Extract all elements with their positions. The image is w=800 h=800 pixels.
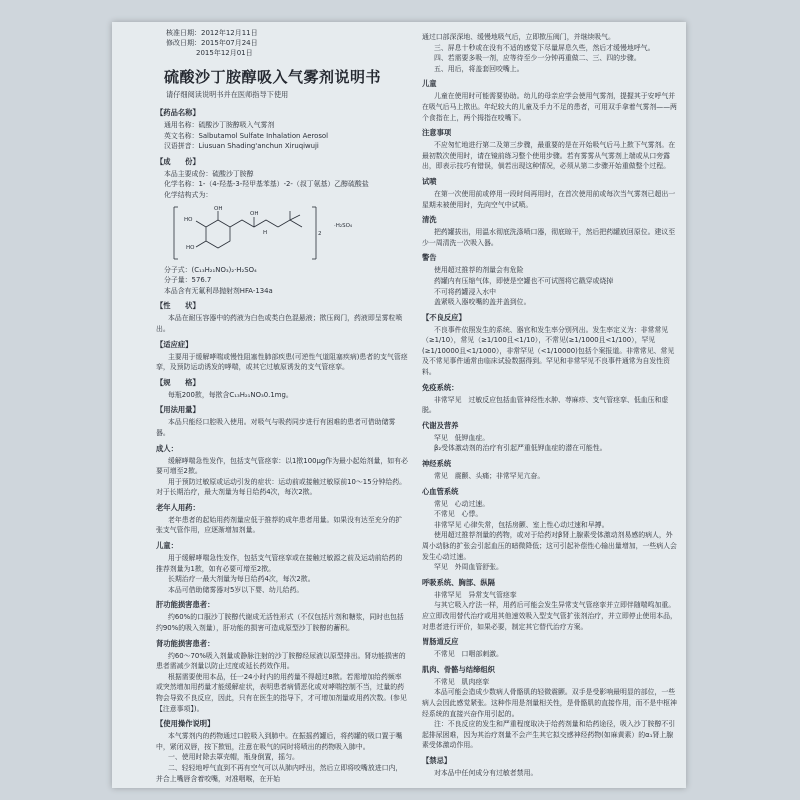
child-heading: 儿童： <box>156 541 178 551</box>
howto-intro: 本气雾剂内的药物通过口腔吸入到肺中。在振摇药罐后，将药罐的吸口置于嘴中，紧闭双唇，按下揿钮，注意在吸气的同时将喷出的药物吸入肺中。 <box>156 732 403 751</box>
approval-date: 核准日期：2012年12月11日 <box>166 29 258 37</box>
liver-heading: 肝功能损害患者： <box>156 600 215 610</box>
svg-text:OH: OH <box>214 205 223 212</box>
cautions-text: 不应匆忙地进行第二及第三步骤，最重要的是在开始吸气后马上揿下气雾剂。在最初数次使用时，请在镜前练习整个使用步骤。若有雾雾从气雾剂上端或从口旁露出，即表示技巧有错误，倘若出现这种情况，必须从第二步骤开始重做整个过程。 <box>422 141 676 171</box>
respiratory-heading: 呼吸系统、胸部、纵隔 <box>422 577 495 587</box>
cautions-heading: 注意事项 <box>422 128 452 138</box>
document-subtitle: 请仔细阅读说明书并在医师指导下使用 <box>166 90 289 99</box>
gi-text: 不常见 口咽部刺激。 <box>434 650 503 659</box>
document-title: 硫酸沙丁胺醇吸入气雾剂说明书 <box>164 68 382 86</box>
revision-date-2: 2015年12月01日 <box>196 49 253 57</box>
molecular-formula: 分子式：(C₁₃H₂₁NO₃)₂·H₂SO₄ <box>164 265 257 274</box>
howto-step-4: 四、若需要多吸一剂，应等待至少一分钟再重做二、三、四的步骤。 <box>434 54 641 63</box>
section-heading-howto: 【使用操作说明】 <box>156 719 215 729</box>
muscle-text-1: 不常见 肌肉痉挛 <box>434 677 490 686</box>
warning-4: 盖紧吸入器咬嘴的盖并盖到位。 <box>434 298 531 307</box>
traits-text: 本品在耐压容器中的药液为白色或类白色混悬液；揿压阀门，药液即呈雾粒喷出。 <box>156 314 403 333</box>
main-ingredient: 本品主要成份：硫酸沙丁胺醇 <box>164 169 254 178</box>
warning-1: 使用超过推荐的剂量会有危险 <box>434 266 524 275</box>
structure-label: 化学结构式为： <box>164 190 213 199</box>
immune-text: 非常罕见 过敏反应包括血管神经性水肿、荨麻疹、支气管痉挛、低血压和虚脱。 <box>422 395 669 415</box>
children-heading: 儿童 <box>422 79 437 89</box>
child-dose-3: 本品可借助储雾器对5岁以下婴、幼儿给药。 <box>168 585 304 594</box>
muscle-text-3: 注：不良反应的发生和严重程度取决于给药剂量和给药途径，吸入沙丁胺醇不引起排尿困难，因为其治疗剂量不会产生其它拟交感神经药物(如麻黄素）的α₁肾上腺素受体激动作用。 <box>422 720 676 750</box>
propellant-note: 本品含有无氟利昂抛射剂HFA-134a <box>164 286 273 295</box>
cardio-heading: 心血管系统 <box>422 486 459 496</box>
svg-text:OH: OH <box>250 210 259 217</box>
section-heading-traits: 【性 状】 <box>156 301 200 311</box>
test-spray-text: 在第一次使用前或停用一段时间再用时，在首次使用前或每次当气雾剂已超出一星期未被使用时，先向空气中试喷。 <box>422 189 676 209</box>
metabolism-text-1: 罕见 低钾血症。 <box>434 433 490 442</box>
spec-text: 每瓶200揿，每揿含C₁₃H₂₁NO₃0.1mg。 <box>168 390 293 399</box>
leaflet-sheet <box>112 22 686 788</box>
left-column <box>156 28 408 788</box>
section-heading-name: 【药品名称】 <box>156 108 200 117</box>
adverse-intro: 不良事件依照发生的系统、器官和发生率分别列出。发生率定义为：非常常见（≥1/10），常见（≥1/100且<1/10），不常见(≥1/1000且<1/100），罕见(≥1/10000且<1/1000），非常罕见（<1/10000)包括个案报道。非常常见、常见及不常见事件通常由临床试验数据得到。罕见和非常罕见不良事件通常为自发性资料。 <box>422 325 675 377</box>
molecular-weight: 分子量：576.7 <box>164 276 212 285</box>
howto-step-2-cont: 通过口部深深地、缓慢地吸气后，立即揿压阀门，并继续吸气。 <box>422 33 615 41</box>
cleaning-heading: 清洗 <box>422 215 437 225</box>
child-dose-2: 长期治疗一最大剂量为每日给药4次，每次2揿。 <box>168 575 315 584</box>
howto-step-3: 三、屏息十秒或在没有不适的感觉下尽量屏息久些，然后才缓慢地呼气。 <box>434 43 655 52</box>
svg-text:HO: HO <box>184 216 193 223</box>
muscle-text-2: 本品可能会造成少数病人骨骼肌的轻微震颤。双手是受影响最明显的部位，一些病人会因此感觉紧张。这种作用是剂量相关性，是骨骼肌的直接作用，而不是中枢神经系统的直接兴奋作用引起的。 <box>422 688 677 718</box>
respiratory-text-2: 与其它吸入疗法一样，用药后可能会发生异常支气管痉挛并立即伴随喘鸣加重。应立即改用替代治疗或用其他速效吸入型支气管扩张剂治疗，并立即停止使用本品，对患者进行评价，如果必要，制定其它替代治疗方案。 <box>422 601 677 631</box>
indications-text: 主要用于缓解哮喘或慢性阻塞性肺部疾患(可逆性气道阻塞疾病)患者的支气管痉挛，及预防运动诱发的哮喘，或其它过敏原诱发的支气管痉挛。 <box>156 352 408 372</box>
warning-2: 药罐内有压缩气体，即使是空罐也不可试图将它戳穿或烧掉 <box>434 276 614 285</box>
svg-text:HO: HO <box>186 244 195 251</box>
cardio-text-2: 不常见 心悸。 <box>434 510 483 519</box>
structure-salt: ·H₂SO₄ <box>334 222 353 229</box>
adult-dose-2: 用于预防过敏原或运动引发的症状：运动前或接触过敏原前10～15分钟给药。对于长期治疗，最大剂量为每日给药4次，每次2揿。 <box>156 477 407 497</box>
howto-step-1: 一、使用时除去罩壳帽，瓶身倒置，摇匀。 <box>168 753 299 762</box>
kidney-text: 约60～70%吸入剂量或静脉注射的沙丁胺醇经尿液以原型排出。肾功能损害的患者需减少剂量以防止过度或延长药效作用。 <box>156 651 406 671</box>
svg-text:2: 2 <box>318 230 322 237</box>
children-text: 儿童在使用时可能需要协助。幼儿的母亲应学会使用气雾剂，提握其于安呼气并在吸气后马上揿出。年纪较大的儿童及手力不足的患者，可用双手拿着气雾剂——两个食指在上，两个拇指在咬嘴下。 <box>422 92 677 122</box>
adverse-heading: 【不良反应】 <box>422 312 466 322</box>
warning-heading: 警告 <box>422 253 437 263</box>
adult-dose-1: 缓解哮喘急性发作，包括支气管痉挛：以1揿100μg作为最小起始剂量，如有必要可增至2揿。 <box>156 456 408 476</box>
immune-heading: 免疫系统： <box>422 382 459 392</box>
vascular-text: 罕见 外周血管舒张。 <box>434 563 503 572</box>
howto-step-2: 二、轻轻地呼气直到不再有空气可以从肺内呼出，然后立即将咬嘴放进口内，并合上嘴唇含着咬嘴，对准咽喉，在开始 <box>156 763 403 783</box>
nerve-heading: 神经系统 <box>422 459 452 469</box>
usage-intro: 本品只能经口腔吸入使用。对吸气与吸药同步进行有困难的患者可借助储雾器。 <box>156 418 396 437</box>
child-dose-1: 用于缓解哮喘急性发作，包括支气管痉挛或在接触过敏源之前及运动前给药的推荐剂量为1揿，如有必要可增至2揿。 <box>156 554 403 573</box>
cardio-text-4: 使用超过推荐剂量的药物，或对于给药对β肾上腺素受体激动剂易感的病人，外周小动脉的扩张会引起血压的暗微降低；这可引起补偿性心输出量增加，一些病人会发生心动过速。 <box>422 531 677 561</box>
pinyin-name: 汉语拼音：Liusuan Shading'anchun Xiruqiwuji <box>164 142 319 151</box>
revision-date: 修改日期：2015年07月24日 <box>166 39 258 47</box>
test-spray-heading: 试喷 <box>422 176 437 186</box>
elderly-dose: 老年患者的起始用药剂量应低于推荐的成年患者用量。如果没有达至充分的扩张支气管作用，应逐渐增加剂量。 <box>156 515 403 535</box>
warning-3: 不可将药罐浸入水中 <box>434 287 497 296</box>
section-heading-usage: 【用法用量】 <box>156 405 200 415</box>
chemical-name: 化学名称：1-（4-羟基-3-羟甲基苯基）-2-（叔丁氨基）乙醇硫酸盐 <box>164 180 369 189</box>
section-heading-indications: 【适应症】 <box>156 339 193 349</box>
generic-name: 通用名称：硫酸沙丁胺醇吸入气雾剂 <box>164 121 275 129</box>
svg-text:H: H <box>263 229 268 236</box>
cleaning-text: 把药罐拔出，用温水彻底洗涤喷口器，彻底晾干，然后把药罐放回原位。建议至少一周清洗一次吸入器。 <box>422 228 676 247</box>
cardio-text-1: 常见 心动过速。 <box>434 499 490 508</box>
liver-text: 约60%的口服沙丁胺醇代谢成无活性形式（不仅包括片剂和糖浆，同时也包括约90%的吸入剂量），肝功能的损害可造成原型沙丁胺醇的蓄积。 <box>156 613 404 633</box>
respiratory-text-1: 非常罕见 异常支气管痉挛 <box>434 590 517 599</box>
gi-heading: 胃肠道反应 <box>422 637 459 647</box>
chemical-structure <box>166 203 408 263</box>
metabolism-text-2: β₂受体激动剂的治疗有引起严重低钾血症的潜在可能性。 <box>434 444 607 453</box>
metabolism-heading: 代谢及营养 <box>422 420 459 430</box>
adult-heading: 成人： <box>156 443 178 453</box>
section-heading-composition: 【成 份】 <box>156 156 200 166</box>
muscle-heading: 肌肉、骨骼与结缔组织 <box>422 664 495 674</box>
cardio-text-3: 非常罕见 心律失常，包括房颤、室上性心动过速和早搏。 <box>434 520 609 529</box>
english-name: 英文名称：Salbutamol Sulfate Inhalation Aerosol <box>164 131 329 140</box>
right-column <box>422 32 678 788</box>
kidney-heading: 肾功能损害患者： <box>156 638 215 648</box>
section-heading-spec: 【规 格】 <box>156 377 200 387</box>
nerve-text: 常见 震颤、头痛；非常罕见亢奋。 <box>434 472 545 481</box>
elderly-heading: 老年人用药： <box>156 502 200 512</box>
dose-note: 根据需要使用本品，任一24小时内的用药量不得超过8揿。若需增加给药频率或突然增加用药量才能缓解症状，表明患者病情恶化或对哮喘控制不当，过量的药物会导致不良反应，因此，只有在医生的指导下，才可增加剂量或用药次数。(参见【注意事项】)。 <box>156 672 407 713</box>
howto-step-5: 五、用后，将盖套回咬嘴上。 <box>434 64 524 73</box>
contraindications-heading: 【禁忌】 <box>422 755 452 765</box>
contraindications-text: 对本品中任何成分有过敏者禁用。 <box>434 768 538 777</box>
structure-diagram <box>166 203 366 263</box>
